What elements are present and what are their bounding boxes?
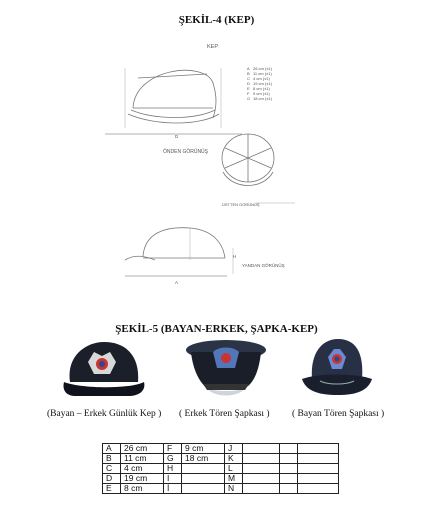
- table-cell: 4 cm: [121, 464, 164, 474]
- table-cell: L: [225, 464, 243, 474]
- table-cell: 11 cm: [121, 454, 164, 464]
- men-ceremonial-hat-caption: ( Erkek Tören Şapkası ): [179, 409, 270, 419]
- legend-value-a: 26 cm (±1): [253, 66, 273, 71]
- figure-4-title: ŞEKİL-4 (KEP): [178, 14, 255, 26]
- table-cell-empty: [298, 454, 339, 464]
- dimension-legend: [247, 66, 273, 101]
- table-cell-empty: [280, 464, 298, 474]
- table-cell: D: [103, 474, 121, 484]
- legend-key-c: C: [247, 76, 250, 81]
- table-cell: C: [103, 464, 121, 474]
- women-ceremonial-hat-image: [298, 335, 376, 397]
- legend-value-f: 9 cm (±1): [253, 91, 270, 96]
- table-cell-empty: [298, 444, 339, 454]
- cap-technical-drawing: [95, 38, 345, 293]
- dimension-table: [102, 443, 339, 494]
- table-cell-empty: [243, 474, 280, 484]
- table-cell: 19 cm: [121, 474, 164, 484]
- top-view-drawing: [222, 134, 295, 203]
- legend-key-a: A: [247, 66, 250, 71]
- dimension-h-label: H: [233, 254, 237, 259]
- table-cell-empty: [298, 484, 339, 494]
- table-cell: [182, 484, 225, 494]
- legend-value-c: 4 cm (±1): [253, 76, 270, 81]
- table-cell-empty: [243, 464, 280, 474]
- table-row: [103, 484, 339, 494]
- legend-key-e: E: [247, 86, 250, 91]
- table-row: [103, 454, 339, 464]
- table-cell: [182, 474, 225, 484]
- table-cell: I: [164, 474, 182, 484]
- table-cell-empty: [280, 454, 298, 464]
- table-row: [103, 444, 339, 454]
- table-cell-empty: [243, 444, 280, 454]
- front-view-label: ÖNDEN GÖRÜNÜŞ: [163, 149, 209, 155]
- table-cell-empty: [243, 454, 280, 464]
- table-cell: E: [103, 484, 121, 494]
- legend-value-e: 8 cm (±1): [253, 86, 270, 91]
- table-cell: G: [164, 454, 182, 464]
- table-cell: F: [164, 444, 182, 454]
- table-cell: A: [103, 444, 121, 454]
- men-ceremonial-hat-image: [183, 338, 269, 400]
- legend-value-b: 11 cm (±1): [253, 71, 272, 76]
- table-cell: 8 cm: [121, 484, 164, 494]
- table-cell: M: [225, 474, 243, 484]
- legend-value-d: 19 cm (±1): [253, 81, 273, 86]
- women-ceremonial-hat-caption: ( Bayan Tören Şapkası ): [292, 409, 385, 419]
- table-cell: B: [103, 454, 121, 464]
- table-cell: İ: [164, 484, 182, 494]
- dimension-a-label: A: [175, 280, 179, 285]
- table-cell: [182, 464, 225, 474]
- table-cell: H: [164, 464, 182, 474]
- table-cell-empty: [298, 464, 339, 474]
- table-cell-empty: [280, 484, 298, 494]
- table-cell: J: [225, 444, 243, 454]
- table-cell-empty: [298, 474, 339, 484]
- legend-key-f: F: [247, 91, 250, 96]
- front-view-drawing: [105, 68, 242, 134]
- table-cell: K: [225, 454, 243, 464]
- legend-key-d: D: [247, 81, 250, 86]
- legend-key-b: B: [247, 71, 250, 76]
- side-view-drawing: [125, 228, 233, 276]
- legend-key-g: G: [247, 96, 251, 101]
- table-row: [103, 464, 339, 474]
- table-cell: N: [225, 484, 243, 494]
- table-cell-empty: [243, 484, 280, 494]
- dimension-d-label: D: [175, 134, 179, 139]
- daily-cap-caption: (Bayan – Erkek Günlük Kep ): [47, 409, 162, 419]
- figure-5-title: ŞEKİL-5 (BAYAN-ERKEK, ŞAPKA-KEP): [115, 323, 318, 335]
- table-cell-empty: [280, 474, 298, 484]
- table-row: [103, 474, 339, 484]
- daily-cap-image: [58, 338, 148, 400]
- table-cell-empty: [280, 444, 298, 454]
- sketch-title: KEP: [207, 44, 219, 50]
- table-cell: 9 cm: [182, 444, 225, 454]
- top-view-label: ÜSTTEN GÖRÜNÜŞ: [222, 202, 260, 207]
- table-cell: 26 cm: [121, 444, 164, 454]
- legend-value-g: 18 cm (±1): [253, 96, 273, 101]
- table-cell: 18 cm: [182, 454, 225, 464]
- side-view-label: YANDAN GÖRÜNÜŞ: [242, 263, 285, 268]
